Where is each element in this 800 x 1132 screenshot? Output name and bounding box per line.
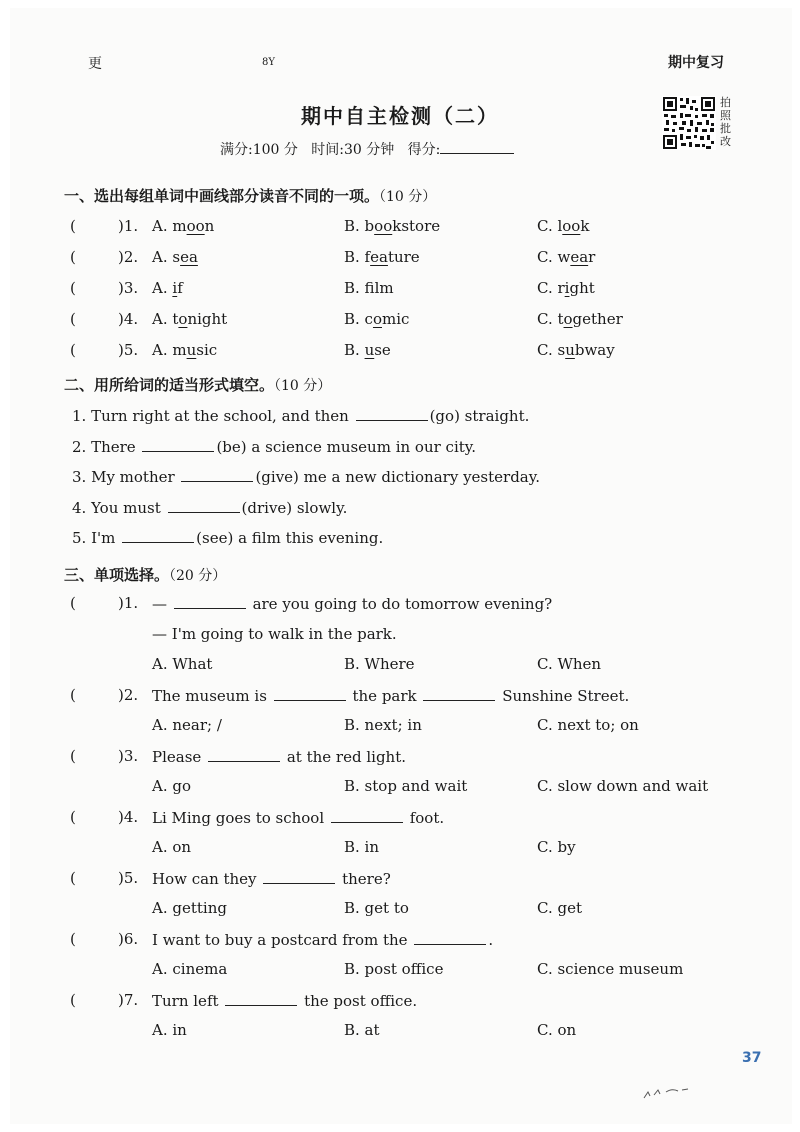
full-score: 满分:100 分 — [220, 142, 298, 158]
section-2-title: 二、用所给词的适当形式填空。 — [64, 376, 275, 394]
option-b[interactable]: B. Where — [344, 655, 415, 673]
option-c[interactable]: C. right — [537, 279, 595, 297]
option-a[interactable]: A. moon — [152, 217, 215, 235]
option-b[interactable]: B. comic — [344, 310, 410, 328]
answer-blank[interactable] — [142, 437, 214, 452]
question-number: )5. — [118, 341, 139, 359]
option-b[interactable]: B. stop and wait — [344, 777, 468, 795]
question-number: )4. — [118, 808, 139, 826]
question-number: )3. — [118, 279, 139, 297]
option-b[interactable]: B. get to — [344, 899, 409, 917]
option-a[interactable]: A. getting — [152, 899, 227, 917]
answer-paren[interactable]: ( — [70, 594, 76, 612]
answer-blank[interactable] — [181, 467, 253, 482]
option-c[interactable]: C. look — [537, 217, 590, 235]
answer-blank[interactable] — [174, 594, 246, 609]
option-c[interactable]: C. wear — [537, 248, 596, 266]
qr-label — [720, 96, 734, 148]
question-stem: — are you going to do tomorrow evening? — [152, 595, 553, 613]
section-1-heading — [64, 185, 436, 206]
option-b[interactable]: B. use — [344, 341, 391, 359]
answer-blank[interactable] — [168, 498, 240, 513]
answer-blank[interactable] — [414, 930, 486, 945]
section-1-title: 一、选出每组单词中画线部分读音不同的一项。 — [64, 187, 380, 205]
answer-paren[interactable]: ( — [70, 930, 76, 948]
question-number: )5. — [118, 869, 139, 887]
option-b[interactable]: B. post office — [344, 960, 444, 978]
option-c[interactable]: C. get — [537, 899, 582, 917]
qr-code-icon[interactable] — [662, 96, 716, 150]
question-number: )1. — [118, 217, 139, 235]
answer-paren[interactable]: ( — [70, 341, 76, 359]
question-stem: The museum is the park Sunshine Street. — [152, 687, 630, 705]
section-2-points: （10 分） — [274, 378, 332, 394]
question-stem: I want to buy a postcard from the . — [152, 931, 494, 949]
qr-label-char: 照 — [720, 109, 731, 122]
question-stem: How can they there? — [152, 870, 391, 888]
section-3-points: （20 分） — [169, 568, 227, 584]
fill-item: 5. I'm (see) a film this evening. — [72, 529, 384, 547]
option-a[interactable]: A. near; / — [152, 716, 222, 734]
option-c[interactable]: C. by — [537, 838, 576, 856]
fill-item: 2. There (be) a science museum in our city. — [72, 438, 477, 456]
answer-blank[interactable] — [263, 869, 335, 884]
qr-label-char: 拍 — [720, 96, 731, 109]
answer-paren[interactable]: ( — [70, 747, 76, 765]
option-a[interactable]: A. music — [152, 341, 218, 359]
answer-paren[interactable]: ( — [70, 991, 76, 1009]
answer-blank[interactable] — [331, 808, 403, 823]
option-b[interactable]: B. next; in — [344, 716, 422, 734]
answer-blank[interactable] — [423, 686, 495, 701]
score-label: 得分: — [407, 142, 441, 158]
question-stem-line2: — I'm going to walk in the park. — [152, 625, 397, 643]
option-c[interactable]: C. slow down and wait — [537, 777, 709, 795]
option-a[interactable]: A. on — [152, 838, 192, 856]
option-a[interactable]: A. tonight — [152, 310, 228, 328]
answer-blank[interactable] — [274, 686, 346, 701]
time-limit: 时间:30 分钟 — [311, 142, 395, 158]
option-c[interactable]: C. together — [537, 310, 623, 328]
qr-label-char: 改 — [720, 135, 731, 148]
option-a[interactable]: A. go — [152, 777, 192, 795]
header-code: 8Y — [262, 57, 275, 68]
option-c[interactable]: C. on — [537, 1021, 577, 1039]
answer-blank[interactable] — [225, 991, 297, 1006]
answer-paren[interactable]: ( — [70, 248, 76, 266]
section-3-title: 三、单项选择。 — [64, 566, 170, 584]
section-1-points: （10 分） — [379, 189, 437, 205]
answer-blank[interactable] — [208, 747, 280, 762]
answer-blank[interactable] — [122, 528, 194, 543]
question-number: )2. — [118, 248, 139, 266]
option-c[interactable]: C. When — [537, 655, 602, 673]
question-number: )7. — [118, 991, 139, 1009]
option-c[interactable]: C. subway — [537, 341, 615, 359]
fill-item: 1. Turn right at the school, and then (go) straight. — [72, 407, 530, 425]
score-blank[interactable] — [440, 139, 514, 154]
option-c[interactable]: C. science museum — [537, 960, 684, 978]
fill-item: 4. You must (drive) slowly. — [72, 499, 348, 517]
option-b[interactable]: B. in — [344, 838, 380, 856]
section-2-heading — [64, 374, 331, 395]
answer-paren[interactable]: ( — [70, 686, 76, 704]
option-b[interactable]: B. bookstore — [344, 217, 441, 235]
option-a[interactable]: A. cinema — [152, 960, 228, 978]
question-stem: Turn left the post office. — [152, 992, 418, 1010]
page-number: 37 — [742, 1050, 762, 1066]
answer-paren[interactable]: ( — [70, 808, 76, 826]
option-a[interactable]: A. What — [152, 655, 213, 673]
question-stem: Please at the red light. — [152, 748, 407, 766]
question-number: )2. — [118, 686, 139, 704]
answer-paren[interactable]: ( — [70, 869, 76, 887]
question-number: )6. — [118, 930, 139, 948]
option-a[interactable]: A. sea — [152, 248, 198, 266]
pencil-scribble-icon — [642, 1086, 692, 1100]
option-c[interactable]: C. next to; on — [537, 716, 639, 734]
answer-paren[interactable]: ( — [70, 217, 76, 235]
question-number: )4. — [118, 310, 139, 328]
qr-label-char: 批 — [720, 122, 731, 135]
question-number: )1. — [118, 594, 139, 612]
header-left-mark: 更 — [88, 56, 102, 72]
question-stem: Li Ming goes to school foot. — [152, 809, 445, 827]
page-title: 期中自主检测（二） — [301, 104, 499, 128]
option-b[interactable]: B. feature — [344, 248, 420, 266]
header-section-title: 期中复习 — [668, 55, 724, 71]
option-b[interactable]: B. at — [344, 1021, 380, 1039]
option-b[interactable]: B. flm — [344, 279, 394, 297]
fill-item: 3. My mother (give) me a new dictionary yesterday. — [72, 468, 540, 486]
option-a[interactable]: A. in — [152, 1021, 187, 1039]
question-number: )3. — [118, 747, 139, 765]
answer-paren[interactable]: ( — [70, 310, 76, 328]
answer-paren[interactable]: ( — [70, 279, 76, 297]
section-3-heading — [64, 564, 226, 585]
option-a[interactable]: A. if — [152, 279, 183, 297]
answer-blank[interactable] — [356, 406, 428, 421]
score-line — [220, 139, 514, 159]
